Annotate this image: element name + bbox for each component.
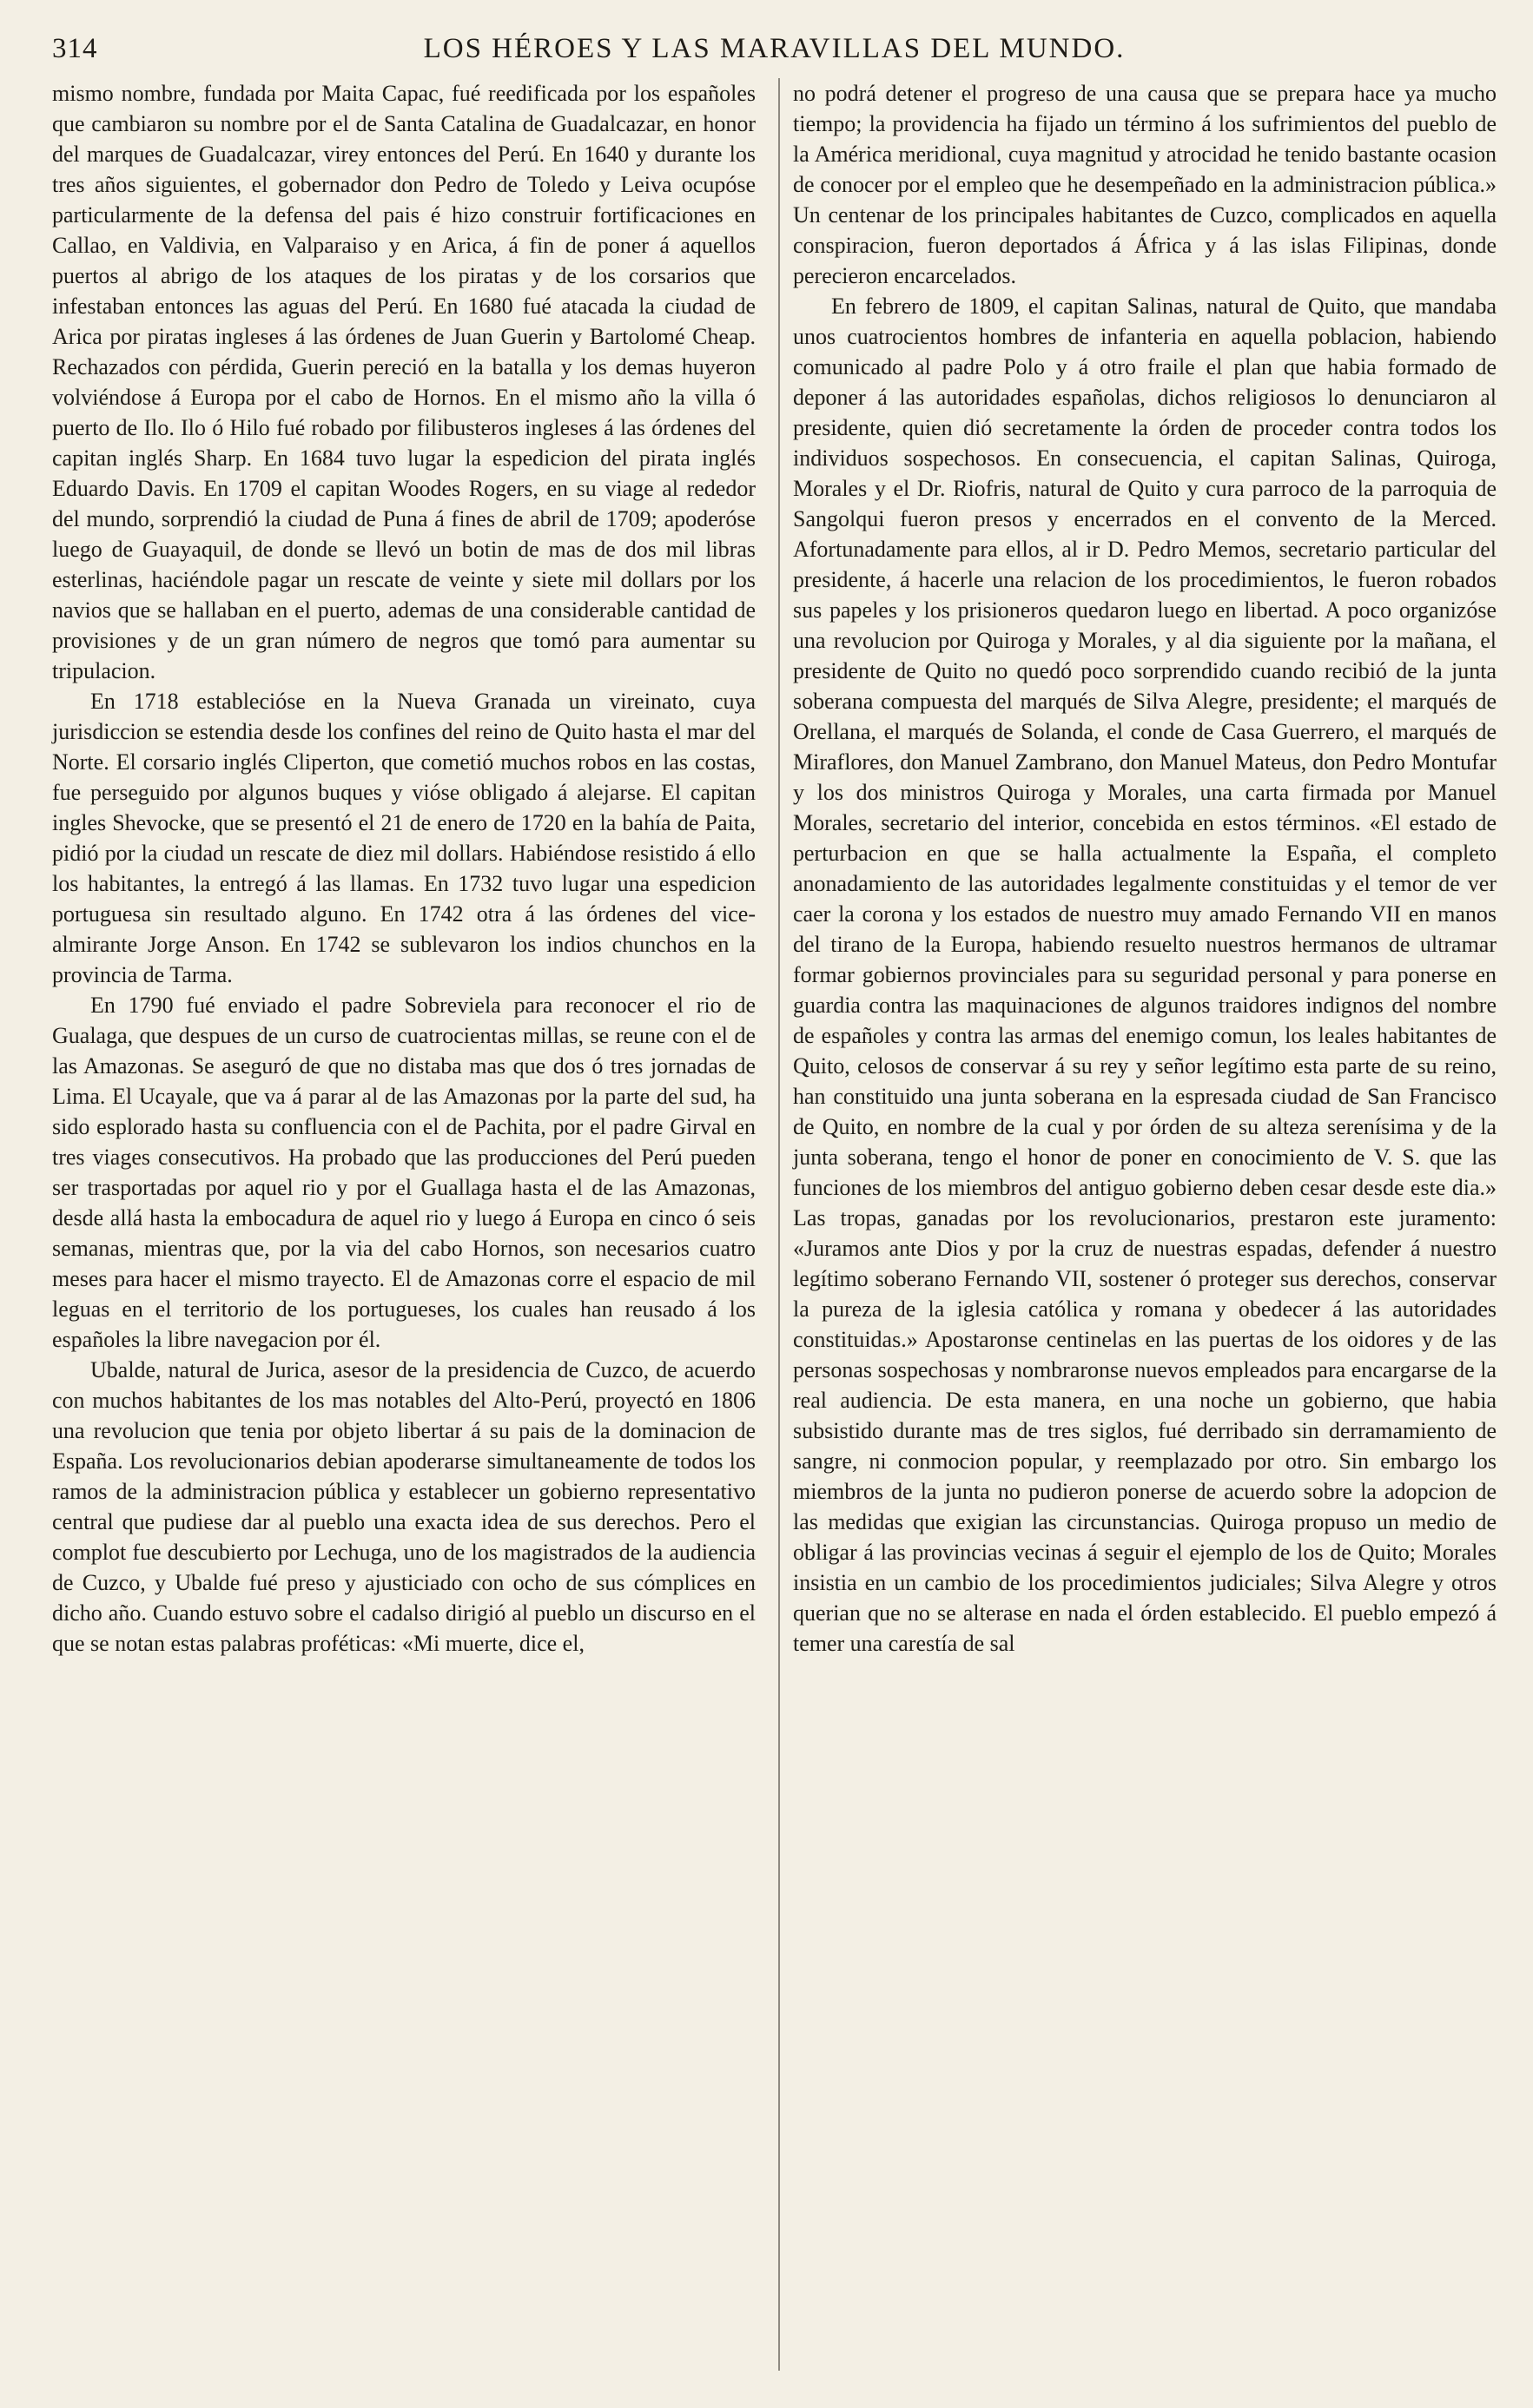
right-column: [793, 78, 1497, 2388]
left-column: [52, 78, 756, 2388]
paragraph: mismo nombre, fundada por Maita Capac, fué reedificada por los españoles que cambiaron su nombre por el de Santa Catalina de Guadalcazar, en honor del marques de Guadalcazar, virey entonces del Perú. En 1640 y durante los tres años siguientes, el gobernador don Pedro de Toledo y Leiva ocupóse particularmente de la defensa del pais é hizo construir fortificaciones en Callao, en Valdivia, en Valparaiso y en Arica, á fin de poner á aquellos puertos al abrigo de los ataques de los piratas y de los corsarios que infestaban entonces las aguas del Perú. En 1680 fué atacada la ciudad de Arica por piratas ingleses á las órdenes de Juan Guerin y Bartolomé Cheap. Rechazados con pérdida, Guerin pereció en la batalla y los demas huyeron volviéndose á Europa por el cabo de Hornos. En el mismo año la villa ó puerto de Ilo. Ilo ó Hilo fué robado por filibusteros ingleses á las órdenes del capitan inglés Sharp. En 1684 tuvo lugar la espedicion del pirata inglés Eduardo Davis. En 1709 el capitan Woodes Rogers, en su viage al rededor del mundo, sorprendió la ciudad de Puna á fines de abril de 1709; apoderóse luego de Guayaquil, de donde se llevó un botin de mas de dos mil libras esterlinas, haciéndole pagar un rescate de veinte y siete mil dollars por los navios que se hallaban en el puerto, ademas de una considerable cantidad de provisiones y de un gran número de negros que tomó para aumentar su tripulacion.: [52, 81, 756, 683]
paragraph: Ubalde, natural de Jurica, asesor de la presidencia de Cuzco, de acuerdo con muchos habitantes de los mas notables del Alto-Perú, proyectó en 1806 una revolucion que tenia por objeto libertar á su pais de la dominacion de España. Los revolucionarios debian apoderarse simultaneamente de todos los ramos de la administracion pública y establecer un gobierno representativo central que pudiese dar al pueblo una exacta idea de sus derechos. Pero el complot fue descubierto por Lechuga, uno de los magistrados de la audiencia de Cuzco, y Ubalde fué preso y ajusticiado con ocho de sus cómplices en dicho año. Cuando estuvo sobre el cadalso dirigió al pueblo un discurso en el que se notan estas palabras proféticas: «Mi muerte, dice el,: [52, 1357, 756, 1656]
page-header: [52, 33, 1497, 78]
column-divider: [778, 78, 780, 2371]
paragraph: En 1790 fué enviado el padre Sobreviela para reconocer el rio de Gualaga, que despues de un curso de cuatrocientas millas, se reune con el de las Amazonas. Se aseguró de que no distaba mas que dos ó tres jornadas de Lima. El Ucayale, que va á parar al de las Amazonas por la parte del sud, ha sido esplorado hasta su confluencia con el de Pachita, por el padre Girval en tres viages consecutivos. Ha probado que las producciones del Perú pueden ser trasportadas por aquel rio y por el Guallaga hasta el de las Amazonas, desde allá hasta la embocadura de aquel rio y luego á Europa en cinco ó seis semanas, mientras que, por la via del cabo Hornos, son necesarios cuatro meses para hacer el mismo trayecto. El de Amazonas corre el espacio de mil leguas en el territorio de los portugueses, los cuales han reusado á los españoles la libre navegacion por él.: [52, 993, 756, 1352]
paragraph: no podrá detener el progreso de una causa que se prepara hace ya mucho tiempo; la providencia ha fijado un término á los sufrimientos del pueblo de la América meridional, cuya magnitud y atrocidad he tenido bastante ocasion de conocer por el empleo que he desempeñado en la administracion pública.» Un centenar de los principales habitantes de Cuzco, complicados en aquella conspiracion, fueron deportados á África y á las islas Filipinas, donde perecieron encarcelados.: [793, 81, 1497, 288]
text-columns: [52, 78, 1497, 2388]
running-head: LOS HÉROES Y LAS MARAVILLAS DEL MUNDO.: [423, 33, 1126, 64]
paragraph: En febrero de 1809, el capitan Salinas, natural de Quito, que mandaba unos cuatrocientos hombres de infanteria en aquella poblacion, habiendo comunicado al padre Polo y á otro fraile el plan que habia formado de deponer á las autoridades españolas, dichos religiosos lo denunciaron al presidente, quien dió secretamente la órden de proceder contra todos los individuos sospechosos. En consecuencia, el capitan Salinas, Quiroga, Morales y el Dr. Riofris, natural de Quito y cura parroco de la parroquia de Sangolqui fueron presos y encerrados en el convento de la Merced. Afortunadamente para ellos, al ir D. Pedro Memos, secretario particular del presidente, á hacerle una relacion de los procedimientos, le fueron robados sus papeles y los prisioneros quedaron luego en libertad. A poco organizóse una revolucion por Quiroga y Morales, y al dia siguiente por la mañana, el presidente de Quito no quedó poco sorprendido cuando recibió de la junta soberana compuesta del marqués de Silva Alegre, presidente; el marqués de Orellana, el marqués de Solanda, el conde de Casa Guerrero, el marqués de Miraflores, don Manuel Zambrano, don Manuel Mateus, don Pedro Montufar y los dos ministros Quiroga y Morales, una carta firmada por Manuel Morales, secretario del interior, concebida en estos términos. «El estado de perturbacion en que se halla actualmente la España, el completo anonadamiento de las autoridades legalmente constituidas y el temor de ver caer la corona y los estados de nuestro muy amado Fernando VII en manos del tirano de la Europa, habiendo resuelto nuestros hermanos de ultramar formar gobiernos provinciales para su seguridad personal y para ponerse en guardia contra las maquinaciones de algunos traidores indignos del nombre de españoles y contra las armas del enemigo comun, los leales habitantes de Quito, celosos de conservar á su rey y señor legítimo esta parte de su reino, han constituido una junta soberana en la espresada ciudad de San Francisco de Quito, en nombre de la cual y por órden de su alteza serenísima y de la junta soberana, tengo el honor de poner en conocimiento de V. S. que las funciones de los miembros del antiguo gobierno deben cesar desde este dia.» Las tropas, ganadas por los revolucionarios, prestaron este juramento: «Juramos ante Dios y por la cruz de nuestras espadas, defender á nuestro legítimo soberano Fernando VII, sostener ó proteger sus derechos, conservar la pureza de la iglesia católica y romana y obedecer á las autoridades constituidas.» Apostaronse centinelas en las puertas de los oidores y de las personas sospechosas y nombraronse nuevos empleados para encargarse de la real audiencia. De esta manera, en una noche un gobierno, que habia subsistido durante mas de tres siglos, fué derribado sin derramamiento de sangre, ni conmocion popular, y reemplazado por otro. Sin embargo los miembros de la junta no pudieron ponerse de acuerdo sobre la adopcion de las medidas que exigian las circunstancias. Quiroga propuso un medio de obligar á las provincias vecinas á seguir el ejemplo de los de Quito; Morales insistia en un cambio de los procedimientos judiciales; Silva Alegre y otros querian que no se alterase en nada el órden establecido. El pueblo empezó á temer una carestía de sal: [793, 294, 1497, 1656]
paragraph: En 1718 establecióse en la Nueva Granada un vireinato, cuya jurisdiccion se estendia desde los confines del reino de Quito hasta el mar del Norte. El corsario inglés Cliperton, que cometió muchos robos en las costas, fue perseguido por algunos buques y vióse obligado á alejarse. El capitan ingles Shevocke, que se presentó el 21 de enero de 1720 en la bahía de Paita, pidió por la ciudad un rescate de diez mil dollars. Habiéndose resistido á ello los habitantes, la entregó á las llamas. En 1732 tuvo lugar una espedicion portuguesa sin resultado alguno. En 1742 otra á las órdenes del vice-almirante Jorge Anson. En 1742 se sublevaron los indios chunchos en la provincia de Tarma.: [52, 689, 756, 987]
page-number: 314: [52, 33, 98, 64]
